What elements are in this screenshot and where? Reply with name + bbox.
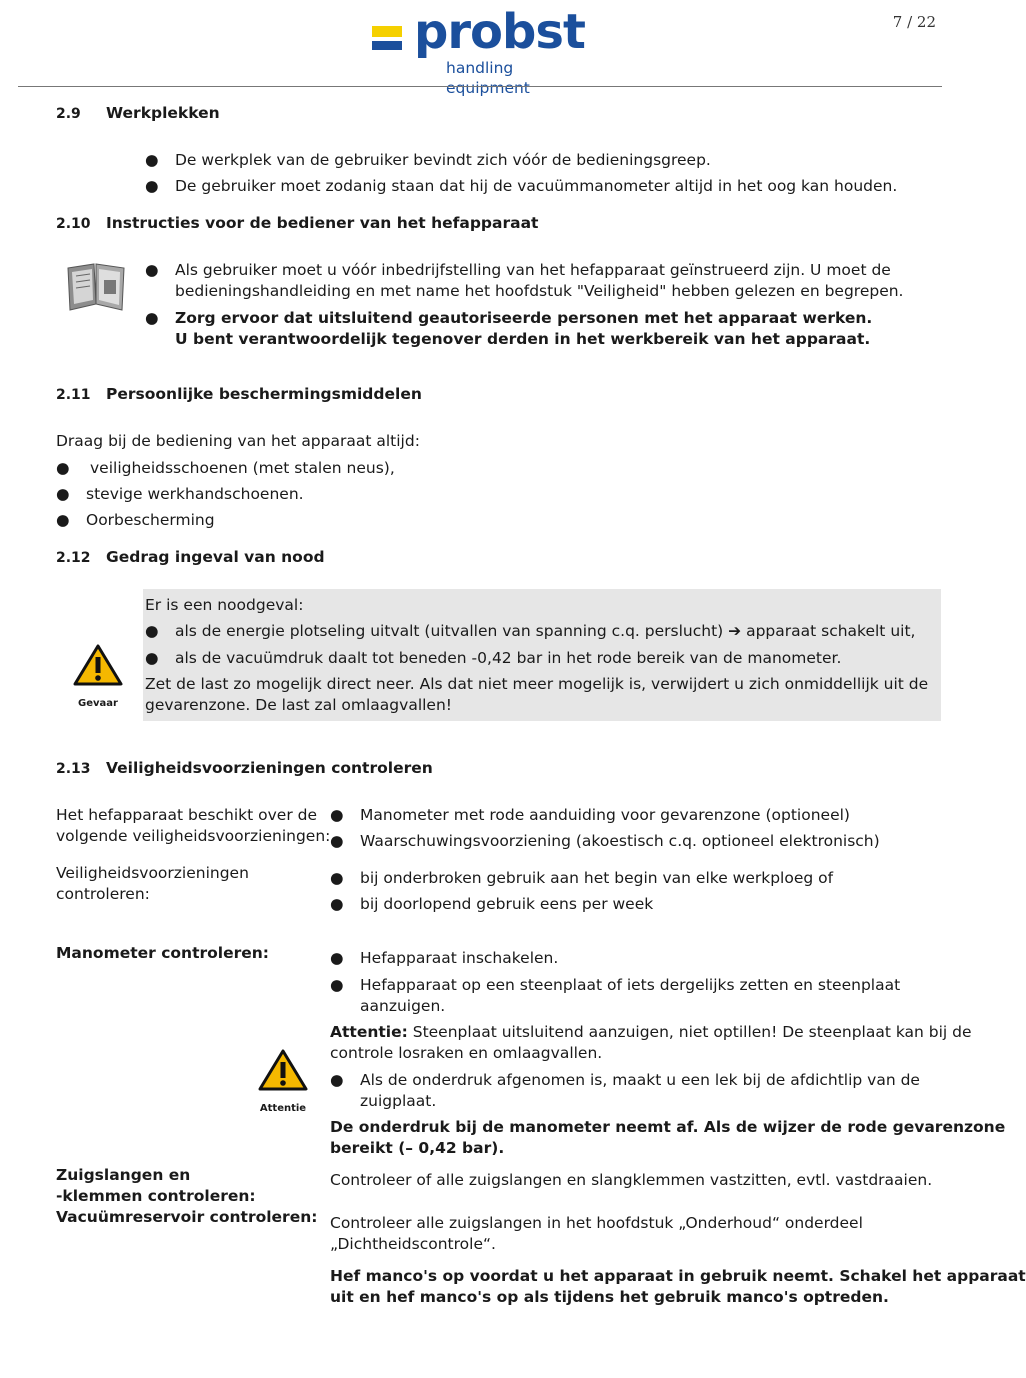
attention-label: Attentie (259, 1103, 307, 1114)
warning-triangle-icon (73, 643, 123, 687)
ppe-intro: Draag bij de bediening van het apparaat altijd: (56, 432, 420, 450)
attentie-note: Attentie: Steenplaat uitsluitend aanzuigen, niet optillen! De steenplaat kan bij de controle losraken en omlaagvallen. (330, 1023, 972, 1062)
manometer-result: De onderdruk bij de manometer neemt af. Als de wijzer de rode gevarenzone bereikt (– 0,42 bar). (330, 1118, 1006, 1157)
emergency-intro: Er is een noodgeval: (145, 596, 304, 614)
section-heading-2-9: 2.9 Werkplekken (56, 104, 220, 122)
row-label: Manometer controleren: (56, 944, 269, 962)
emergency-outro: Zet de last zo mogelijk direct neer. Als dat niet meer mogelijk is, verwijdert u zich onmiddellijk uit de gevarenzone. De last zal omlaagvallen! (145, 675, 929, 714)
danger-label: Gevaar (78, 698, 118, 709)
row-label: Zuigslangen en -klemmen controleren: Vacuümreservoir controleren: (56, 1166, 318, 1226)
reservoir-check-text: Controleer alle zuigslangen in het hoofdstuk „Onderhoud“ onderdeel „Dichtheidscontrole“. (330, 1214, 863, 1253)
header-rule (18, 86, 942, 87)
logo-tagline: handling equipment (446, 59, 530, 97)
hoses-check-text: Controleer of alle zuigslangen en slangklemmen vastzitten, evtl. vastdraaien. (330, 1171, 933, 1189)
warning-triangle-icon (258, 1048, 308, 1092)
section-heading-2-12: 2.12 Gedrag ingeval van nood (56, 548, 325, 566)
final-instruction: Hef manco's op voordat u het apparaat in gebruik neemt. Schakel het apparaat uit en hef manco's op als tijdens het gebruik manco's optreden. (330, 1267, 1026, 1306)
arrow-right-icon: ➔ (728, 622, 742, 640)
logo-mark-icon (372, 26, 412, 56)
attention-warning (256, 1048, 310, 1119)
row-label: Het hefapparaat beschikt over de volgende veiligheidsvoorzieningen: (56, 806, 331, 845)
section-heading-2-11: 2.11 Persoonlijke beschermingsmiddelen (56, 385, 422, 403)
danger-warning (70, 643, 126, 714)
manual-book-icon (64, 260, 128, 312)
row-label: Veiligheidsvoorzieningen controleren: (56, 864, 249, 903)
logo-wordmark: probst (414, 4, 585, 60)
section-heading-2-13: 2.13 Veiligheidsvoorzieningen controleren (56, 759, 433, 777)
probst-logo (372, 4, 598, 97)
section-heading-2-10: 2.10 Instructies voor de bediener van het hefapparaat (56, 214, 539, 232)
page-number: 7 / 22 (892, 13, 936, 31)
